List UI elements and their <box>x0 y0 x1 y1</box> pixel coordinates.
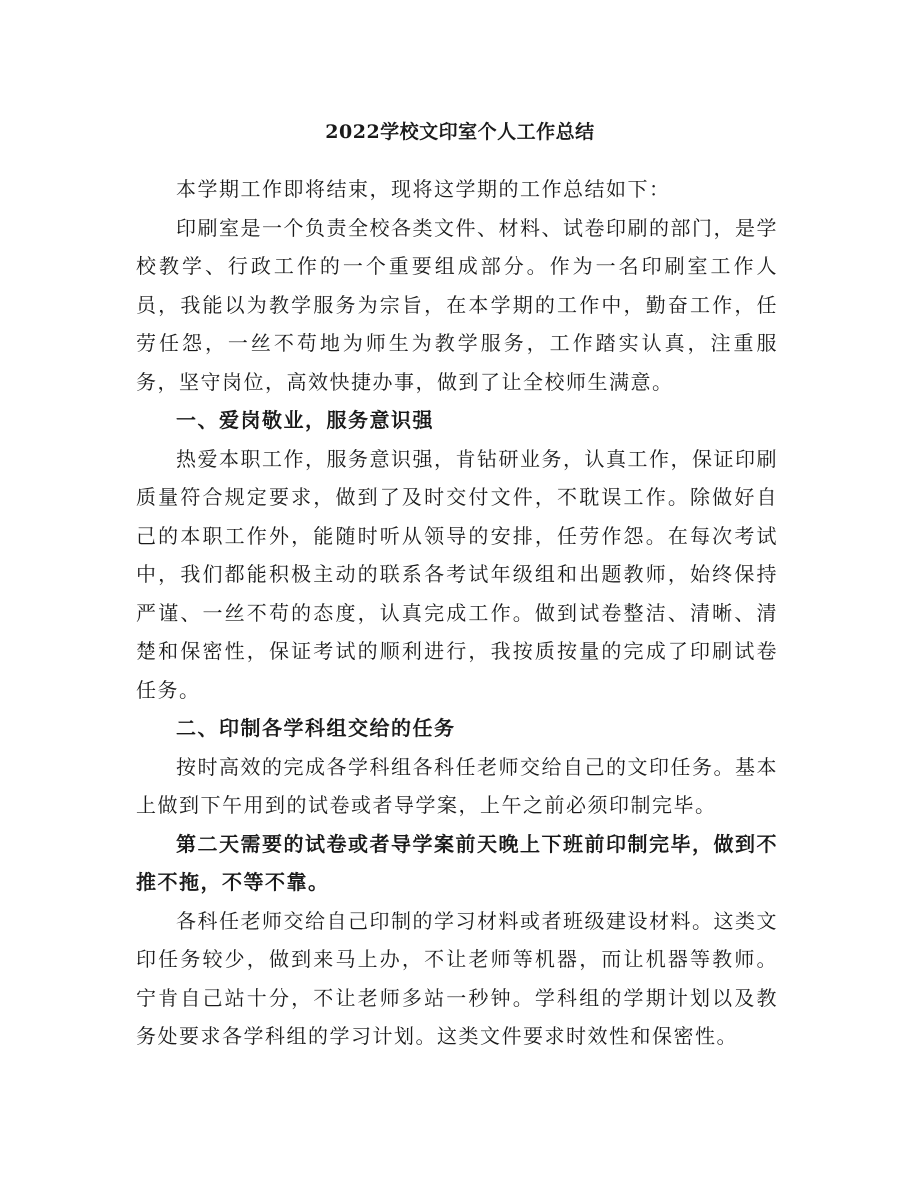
document-body <box>136 170 778 1056</box>
section-heading-2: 二、印制各学科组交给的任务 <box>176 716 456 740</box>
section-heading-1: 一、爱岗敬业，服务意识强 <box>176 408 434 432</box>
section-1-paragraph: 热爱本职工作，服务意识强，肯钻研业务，认真工作，保证印刷质量符合规定要求，做到了及时交付文件，不耽误工作。除做好自己的本职工作外，能随时听从领导的安排，任劳作怨。在每次考试中，我们都能积极主动的联系各考试年级组和出题教师，始终保持严谨、一丝不苟的态度，认真完成工作。做到试卷整洁、清晰、清楚和保密性，保证考试的顺利进行，我按质按量的完成了印刷试卷任务。 <box>136 446 778 702</box>
section-2-bold-paragraph: 第二天需要的试卷或者导学案前天晚上下班前印制完毕，做到不推不拖，不等不靠。 <box>136 831 778 894</box>
document-title: 2022学校文印室个人工作总结 <box>325 121 595 143</box>
section-2-paragraph-1: 按时高效的完成各学科组各科任老师交给自己的文印任务。基本上做到下午用到的试卷或者导学案，上午之前必须印制完毕。 <box>136 754 778 817</box>
intro-paragraph: 本学期工作即将结束，现将这学期的工作总结如下： <box>176 177 671 201</box>
section-2-paragraph-2: 各科任老师交给自己印制的学习材料或者班级建设材料。这类文印任务较少，做到来马上办，不让老师等机器，而让机器等教师。宁肯自己站十分，不让老师多站一秒钟。学科组的学期计划以及教务处要求各学科组的学习计划。这类文件要求时效性和保密性。 <box>136 908 778 1048</box>
overview-paragraph: 印刷室是一个负责全校各类文件、材料、试卷印刷的部门，是学校教学、行政工作的一个重要组成部分。作为一名印刷室工作人员，我能以为教学服务为宗旨，在本学期的工作中，勤奋工作，任劳任怨，一丝不苟地为师生为教学服务，工作踏实认真，注重服务，坚守岗位，高效快捷办事，做到了让全校师生满意。 <box>136 215 778 394</box>
